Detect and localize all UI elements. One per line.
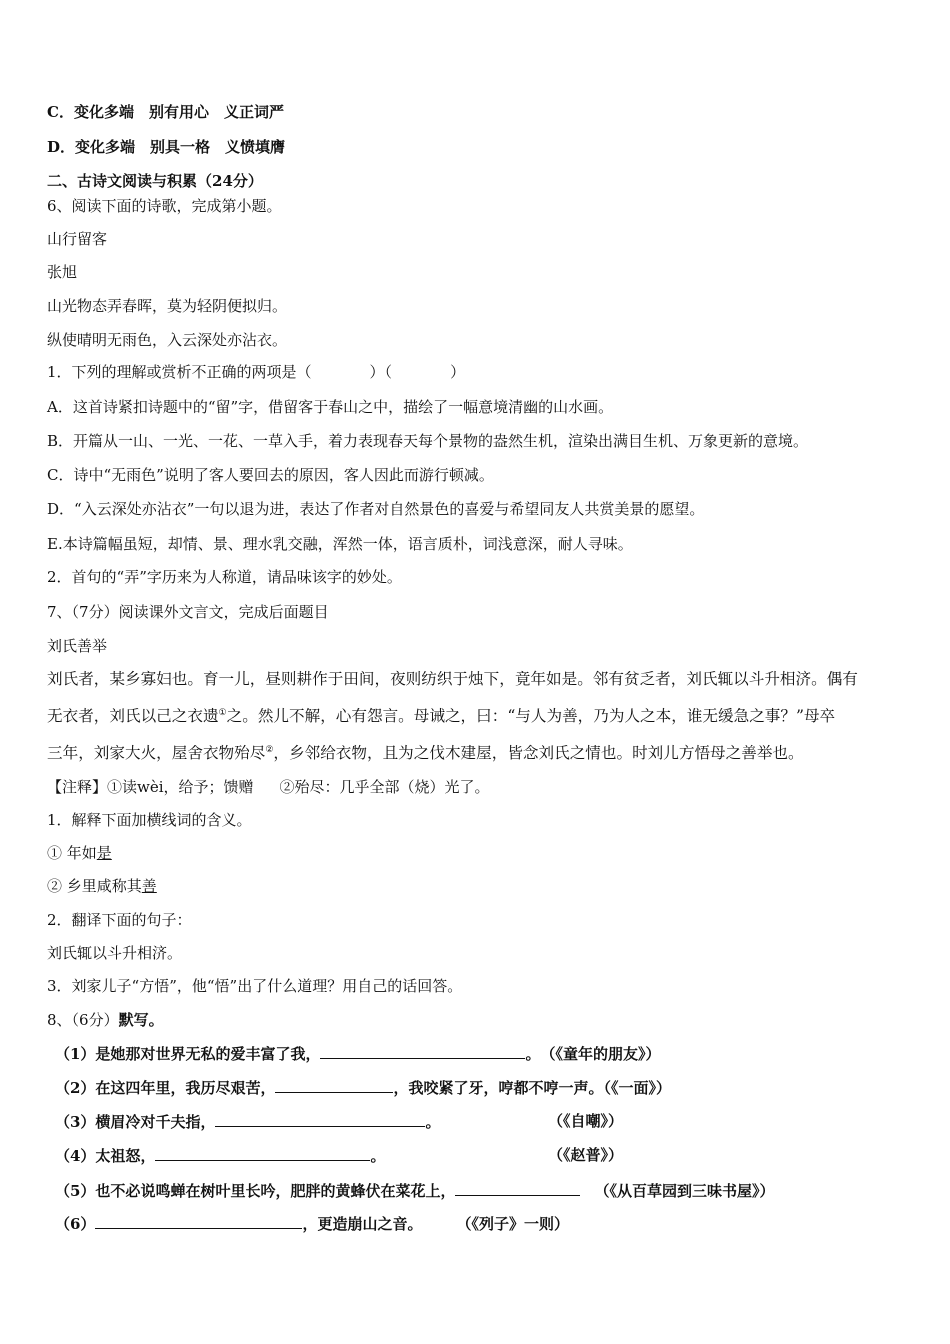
q6-option-a: A．这首诗紧扣诗题中的“留”字，借留客于春山之中，描绘了一幅意境清幽的山水画。 <box>47 398 614 416</box>
dictation-3-source: （《自嘲》） <box>548 1112 624 1130</box>
poem-author: 张旭 <box>47 263 78 281</box>
dictation-1-text: （1）是她那对世界无私的爱丰富了我， <box>55 1045 321 1063</box>
dictation-2-text: （2）在这四年里，我历尽艰苦， <box>55 1079 276 1097</box>
q6-sub1 <box>47 362 465 382</box>
q6-option-e: E.本诗篇幅虽短，却情、景、理水乳交融，浑然一体，语言质朴，词浅意深，耐人寻味。 <box>47 535 633 553</box>
dictation-6-text: ，更造崩山之音。 <box>302 1215 423 1233</box>
dictation-2-source: ，我咬紧了牙，哼都不哼一声。（《一面》） <box>393 1079 671 1097</box>
q6-option-b: B．开篇从一山、一光、一花、一草入手，着力表现春天每个景物的盎然生机，渲染出满目生机、万象更新的意境。 <box>47 432 809 450</box>
q6-sub2: 2．首句的“弄”字历来为人称道，请品味该字的妙处。 <box>47 568 402 586</box>
dictation-5-source: （《从百草园到三味书屋》） <box>594 1182 775 1200</box>
note-2: ②殆尽：几乎全部（烧）光了。 <box>279 778 490 796</box>
q6-sub1-mid: ）（ <box>369 363 393 381</box>
note-1: 【注释】①读wèi，给予；馈赠 <box>47 778 254 796</box>
q6-sub1-prefix: 1．下列的理解或赏析不正确的两项是（ <box>47 363 312 381</box>
q7-sub2: 2．翻译下面的句子： <box>47 911 192 929</box>
dictation-6-number: （6） <box>55 1215 96 1233</box>
answer-blank-3[interactable] <box>215 1111 425 1127</box>
dictation-line-5 <box>55 1180 774 1201</box>
para2-text-a: 无衣者，刘氏以己之衣遗 <box>47 707 219 725</box>
dictation-5-text: （5）也不必说鸣蝉在树叶里长吟，肥胖的黄蜂伏在菜花上， <box>55 1182 456 1200</box>
section-heading: 二、古诗文阅读与积累（24分） <box>47 172 263 190</box>
answer-blank-6[interactable] <box>95 1213 302 1229</box>
dictation-line-6 <box>55 1213 569 1234</box>
q6-option-d: D．“入云深处亦沾衣”一句以退为进，表达了作者对自然景色的喜爱与希望同友人共赏美景的愿望。 <box>47 500 705 518</box>
q7-title: 刘氏善举 <box>47 637 108 655</box>
dictation-line-2 <box>55 1077 671 1098</box>
item1-prefix: ① 年如 <box>47 844 97 862</box>
q7-item-2 <box>47 876 157 896</box>
q6-sub1-suffix: ） <box>450 363 466 381</box>
dictation-3-text: （3）横眉冷对千夫指， <box>55 1113 216 1131</box>
poem-title: 山行留客 <box>47 230 108 248</box>
footnote-mark-2: ② <box>265 744 274 755</box>
answer-blank-1[interactable] <box>320 1043 525 1059</box>
q8-intro-number: 8、（6分） <box>47 1011 119 1029</box>
poem-line-1: 山光物态弄春晖，莫为轻阴便拟归。 <box>47 297 288 315</box>
underlined-word-1: 是 <box>96 844 112 862</box>
q7-sentence: 刘氏辄以斗升相济。 <box>47 944 183 962</box>
poem-line-2: 纵使晴明无雨色，入云深处亦沾衣。 <box>47 331 288 349</box>
answer-blank-2[interactable] <box>275 1077 393 1093</box>
option-c: C．变化多端 别有用心 义正词严 <box>47 103 284 121</box>
q6-intro: 6、阅读下面的诗歌，完成第小题。 <box>47 197 282 215</box>
answer-blank-4[interactable] <box>155 1145 370 1161</box>
answer-blank-5[interactable] <box>455 1180 580 1196</box>
q8-intro <box>47 1010 164 1030</box>
q7-sub3: 3．刘家儿子“方悟”，他“悟”出了什么道理？用自己的话回答。 <box>47 977 463 995</box>
q7-para-line-1: 刘氏者，某乡寡妇也。育一儿，昼则耕作于田间，夜则纺织于烛下，竟年如是。邻有贫乏者，刘氏辄以斗升相济。偶有 <box>47 670 858 688</box>
underlined-word-2: 善 <box>141 877 157 895</box>
dictation-4-text: （4）太祖怒， <box>55 1147 156 1165</box>
dictation-4-source: （《赵普》） <box>548 1146 624 1164</box>
para3-text-b: ，乡邻给衣物，且为之伐木建屋，皆念刘氏之情也。时刘儿方悟母之善举也。 <box>273 744 804 762</box>
q8-intro-label: 默写。 <box>118 1011 164 1029</box>
q7-para-line-2 <box>47 706 835 726</box>
dictation-line-4 <box>55 1145 385 1166</box>
dictation-1-source: 。 （《童年的朋友》） <box>525 1045 661 1063</box>
q7-intro: 7、（7分）阅读课外文言文，完成后面题目 <box>47 603 329 621</box>
dictation-line-1 <box>55 1043 660 1064</box>
option-d: D．变化多端 别具一格 义愤填膺 <box>47 138 286 156</box>
dictation-4-end: 。 <box>370 1147 386 1165</box>
dictation-line-3 <box>55 1111 440 1132</box>
q7-notes <box>47 777 490 797</box>
dictation-6-source: （《列子》一则） <box>456 1215 569 1233</box>
footnote-mark-1: ① <box>218 707 227 718</box>
para2-text-b: 之。然儿不解，心有怨言。母诫之，曰：“与人为善，乃为人之本，谁无缓急之事？”母卒 <box>226 707 836 725</box>
dictation-3-end: 。 <box>425 1113 441 1131</box>
item2-prefix: ② 乡里咸称其 <box>47 877 142 895</box>
q7-sub1: 1．解释下面加横线词的含义。 <box>47 811 252 829</box>
q6-option-c: C．诗中“无雨色”说明了客人要回去的原因，客人因此而游行顿减。 <box>47 466 494 484</box>
q7-para-line-3 <box>47 743 804 763</box>
q7-item-1 <box>47 843 112 863</box>
para3-text-a: 三年，刘家大火，屋舍衣物殆尽 <box>47 744 266 762</box>
